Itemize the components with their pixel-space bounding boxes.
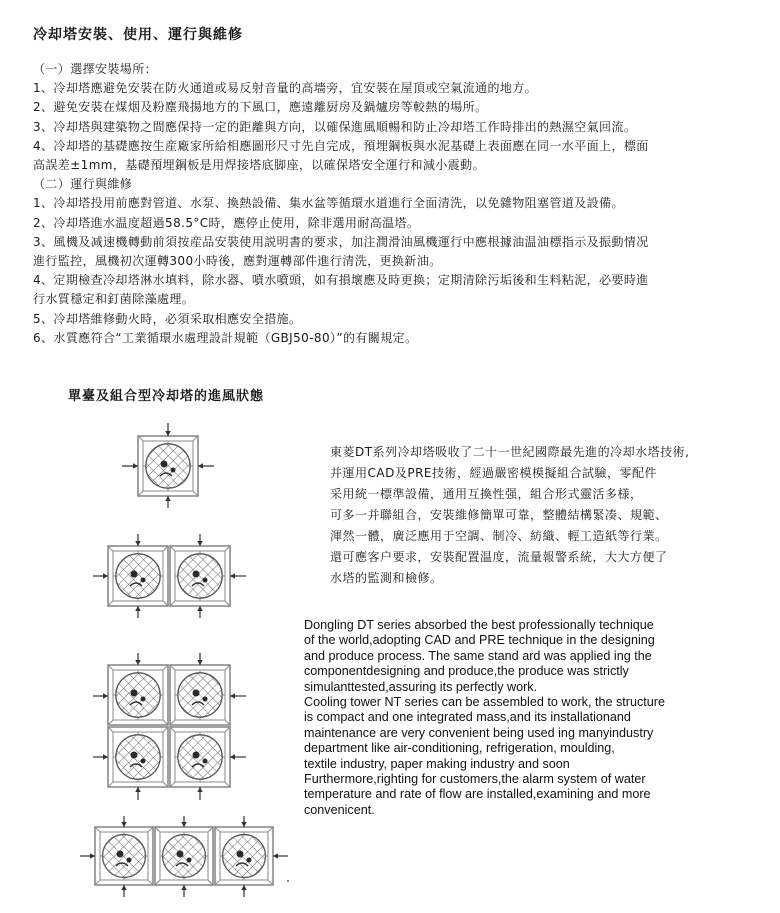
en-line: Cooling tower NT series can be assembled to work, the structure — [304, 695, 665, 710]
fan-hub — [131, 752, 138, 759]
section1-item: 高誤差±1mm，基礎預埋鋼板是用焊接塔底脚座，以確保塔安全運行和減小震動。 — [33, 158, 485, 173]
section2-item: 進行監控，風機初次運轉300小時後，應對運轉部件進行清洗，更换新油。 — [33, 254, 442, 269]
cn-line: 并運用CAD及PRE技術，經過嚴密模模擬組合試驗，零配件 — [330, 466, 657, 480]
en-line: convenicent. — [304, 802, 375, 817]
fan-grille — [163, 835, 206, 878]
en-line: Furthermore,righting for customers,the alarm system of water — [304, 772, 646, 787]
en-line: temperature and rate of flow are installed,examining and more — [304, 787, 651, 802]
en-line: componentdesigning and produce,the produce was strictly — [304, 664, 629, 679]
fan-hub — [193, 752, 200, 759]
en-line: maintenance are very convenient being used ing manyindustry — [304, 725, 654, 740]
en-line: department like air-conditioning, refrigeration, moulding, — [304, 741, 615, 756]
fan-grille — [116, 554, 160, 598]
cn-line: 采用統一標準設備，通用互換性强，組合形式靈活多様， — [330, 487, 643, 501]
fan-grille — [103, 835, 146, 878]
section2-item: 5、冷却塔維修動火時，必須采取相應安全措施。 — [33, 311, 302, 326]
section1-heading: （一）選擇安裝場所： — [33, 62, 158, 76]
diagram-heading: 單臺及組合型冷却塔的進風狀態 — [68, 389, 265, 404]
section2-item: 3、風機及减速機轉動前須按産品安裝使用説明書的要求，加注潤滑油風機運行中應根據油温油標指示及振動情况 — [33, 234, 649, 249]
en-line: is compact and one integrated mass,and its installationand — [304, 710, 631, 725]
section1-item: 4、冷却塔的基礎應按生産廠家所給相應圖形尺寸先自完成，預埋鋼板與水泥基礎上表面應在同一水平面上，標面 — [33, 138, 649, 153]
fan-hub — [131, 690, 138, 697]
section2-item: 1、冷却塔投用前應對管道、水泵、換熱設備、集水盆等循環水道進行全面清洗，以免雜物阻塞管道及設備。 — [33, 196, 624, 211]
fan-hub — [141, 578, 146, 583]
fan-hub — [237, 851, 244, 858]
fan-hub — [193, 571, 200, 578]
en-line: Dongling DT series absorbed the best professionally technique — [304, 618, 654, 632]
fan-hub — [161, 461, 168, 468]
fan-hub — [141, 759, 146, 764]
fan-grille — [116, 735, 160, 779]
fan-hub — [203, 759, 208, 764]
fan-hub — [193, 690, 200, 697]
section2-item: 行水質穩定和釘菌除藻處理。 — [33, 292, 195, 307]
page-title: 冷却塔安裝、使用、運行與維修 — [33, 27, 243, 43]
fan-grille — [146, 444, 190, 488]
fan-hub — [203, 697, 208, 702]
en-line: and produce process. The same stand ard was applied ing the — [304, 648, 652, 663]
fan-hub — [177, 851, 184, 858]
diagram-group — [80, 423, 288, 897]
fan-hub — [131, 571, 138, 578]
section2-heading: （二）運行與維修 — [33, 177, 133, 192]
section1-item: 1、冷却塔應避免安裝在防火通道或易反射音量的高墻旁，宜安裝在屋頂或空氣流通的地方。 — [33, 81, 538, 96]
english-description — [304, 618, 744, 818]
fan-hub — [247, 858, 252, 863]
fan-hub — [117, 851, 124, 858]
chinese-description — [330, 442, 760, 589]
fan-grille — [223, 835, 266, 878]
section2-item: 2、冷却塔進水温度超過58.5°C時，應停止使用，除非選用耐高温塔。 — [33, 215, 420, 230]
stray-dot — [287, 880, 289, 882]
cn-line: 水塔的監測和檢修。 — [330, 571, 443, 585]
fan-hub — [141, 697, 146, 702]
fan-grille — [178, 735, 222, 779]
en-line: simulanttested,assuring its perfectly work. — [304, 679, 538, 694]
fan-hub — [203, 578, 208, 583]
fan-hub — [171, 468, 176, 473]
cn-line: 東菱DT系列冷却塔吸收了二十一世紀國際最先進的冷却水塔技術, — [330, 445, 690, 459]
fan-grille — [116, 673, 160, 717]
en-line: of the world,adopting CAD and PRE technique in the designing — [304, 633, 655, 648]
section1-item: 2、避免安裝在煤烟及粉塵飛揚地方的下風口，應遠離厨房及鍋爐房等較熱的場所。 — [33, 100, 488, 115]
fan-hub — [127, 858, 132, 863]
section2-item: 4、定期檢查冷却塔淋水填料，除水器、噴水噴頭，如有損壞應及時更换；定期清除污垢後和生料粘泥，必要時進 — [33, 273, 649, 288]
fan-hub — [187, 858, 192, 863]
cn-line: 還可應客户要求，安裝配置温度，流量報警系統，大大方便了 — [330, 550, 668, 564]
fan-grille — [178, 554, 222, 598]
cn-line: 可多一并聯組合，安裝維修簡單可靠，整體結構緊凑、規範、 — [330, 508, 668, 522]
cn-line: 渾然一體，廣泛應用于空調、制冷、紡織、輕工造紙等行業。 — [330, 529, 668, 543]
fan-grille — [178, 673, 222, 717]
en-line: textile industry, paper making industry and soon — [304, 756, 570, 771]
section2-item: 6、水質應符合“工業循環水處理設計規範（GBJ50-80）”的有關規定。 — [33, 330, 418, 345]
section1-item: 3、冷却塔與建築物之間應保持一定的距離與方向，以確保進風順暢和防止冷却塔工作時排出的熱濕空氣回流。 — [33, 119, 637, 134]
